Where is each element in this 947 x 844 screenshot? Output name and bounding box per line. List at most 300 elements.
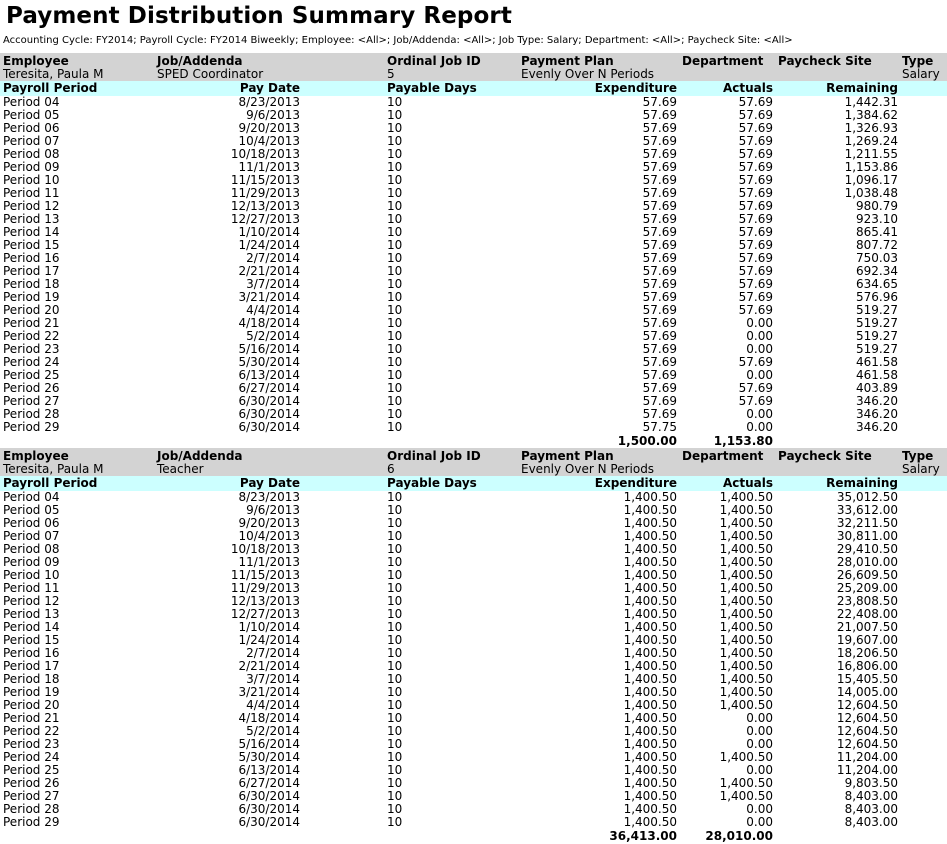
payable-days-cell: 10 xyxy=(387,620,403,634)
expenditure-cell: 57.69 xyxy=(642,381,677,395)
expenditure-cell: 57.69 xyxy=(642,212,677,226)
payroll-period-cell: Period 14 xyxy=(3,620,60,634)
pay-date-cell: 5/30/2014 xyxy=(238,750,300,764)
table-row xyxy=(0,673,947,686)
table-row xyxy=(0,816,947,829)
pay-date-cell: 4/4/2014 xyxy=(246,303,300,317)
remaining-cell: 1,384.62 xyxy=(844,108,898,122)
pay-date-cell: 1/24/2014 xyxy=(238,238,300,252)
expenditure-cell: 1,400.50 xyxy=(623,594,677,608)
pay-date-cell: 6/30/2014 xyxy=(238,802,300,816)
employee-header: Employee xyxy=(3,54,69,68)
expenditure-cell: 57.69 xyxy=(642,277,677,291)
expenditure-cell: 1,400.50 xyxy=(623,555,677,569)
remaining-cell: 865.41 xyxy=(856,225,898,239)
totals-row xyxy=(0,829,947,843)
expenditure-cell: 1,400.50 xyxy=(623,724,677,738)
pay-date-cell: 2/21/2014 xyxy=(238,264,300,278)
pay-date-cell: 6/30/2014 xyxy=(238,815,300,829)
actuals-cell: 57.69 xyxy=(738,303,773,317)
employee-header-band xyxy=(0,448,947,476)
remaining-cell: 750.03 xyxy=(856,251,898,265)
payable-days-cell: 10 xyxy=(387,108,403,122)
total-expenditure: 36,413.00 xyxy=(609,829,677,843)
payable-days-cell: 10 xyxy=(387,555,403,569)
remaining-cell: 346.20 xyxy=(856,407,898,421)
pay-date-cell: 11/29/2013 xyxy=(230,186,300,200)
pay-date-cell: 12/13/2013 xyxy=(230,594,300,608)
pay-date-cell: 11/1/2013 xyxy=(238,160,300,174)
expenditure-cell: 1,400.50 xyxy=(623,698,677,712)
payroll-period-cell: Period 10 xyxy=(3,173,60,187)
pay-date-cell: 12/27/2013 xyxy=(230,212,300,226)
payable-days-cell: 10 xyxy=(387,173,403,187)
payroll-period-cell: Period 07 xyxy=(3,134,60,148)
department-header: Department xyxy=(682,54,764,68)
expenditure-cell: 57.69 xyxy=(642,147,677,161)
payable-days-cell: 10 xyxy=(387,407,403,421)
payroll-period-cell: Period 12 xyxy=(3,199,60,213)
payable-days-cell: 10 xyxy=(387,303,403,317)
expenditure-cell: 57.69 xyxy=(642,355,677,369)
actuals-cell: 0.00 xyxy=(746,737,773,751)
employee-value: Teresita, Paula M xyxy=(3,462,104,476)
pay-date-cell: 9/20/2013 xyxy=(238,121,300,135)
pay-date-cell: 11/15/2013 xyxy=(230,173,300,187)
job-header: Job/Addenda xyxy=(157,449,243,463)
table-row xyxy=(0,226,947,239)
actuals-cell: 57.69 xyxy=(738,251,773,265)
payroll-period-cell: Period 04 xyxy=(3,490,60,504)
expenditure-cell: 57.69 xyxy=(642,225,677,239)
ordinal-header: Ordinal Job ID xyxy=(387,449,481,463)
payroll-period-cell: Period 11 xyxy=(3,581,60,595)
payroll-period-cell: Period 18 xyxy=(3,672,60,686)
actuals-cell: 1,400.50 xyxy=(719,542,773,556)
payable-days-cell: 10 xyxy=(387,776,403,790)
type-header: Type xyxy=(902,449,934,463)
remaining-cell: 1,211.55 xyxy=(844,147,898,161)
expenditure-cell: 1,400.50 xyxy=(623,490,677,504)
actuals-cell: 0.00 xyxy=(746,802,773,816)
remaining-cell: 519.27 xyxy=(856,329,898,343)
remaining-cell: 12,604.50 xyxy=(836,711,898,725)
expenditure-cell: 1,400.50 xyxy=(623,711,677,725)
table-row xyxy=(0,395,947,408)
remaining-cell: 1,326.93 xyxy=(844,121,898,135)
remaining-cell: 12,604.50 xyxy=(836,724,898,738)
payable-days-cell: 10 xyxy=(387,225,403,239)
payable-days-cell: 10 xyxy=(387,290,403,304)
pay-date-cell: 2/7/2014 xyxy=(246,646,300,660)
payroll-period-cell: Period 28 xyxy=(3,407,60,421)
payable-days-cell: 10 xyxy=(387,251,403,265)
payroll-period-cell: Period 14 xyxy=(3,225,60,239)
table-row xyxy=(0,569,947,582)
pay-date-cell: 10/4/2013 xyxy=(238,529,300,543)
pay-date-cell: 6/13/2014 xyxy=(238,368,300,382)
payable-days-cell: 10 xyxy=(387,542,403,556)
pay-date-cell: 10/18/2013 xyxy=(230,147,300,161)
job-value: SPED Coordinator xyxy=(157,67,264,81)
actuals-cell: 57.69 xyxy=(738,134,773,148)
pay-date-cell: 1/10/2014 xyxy=(238,620,300,634)
table-row xyxy=(0,408,947,421)
payroll-period-cell: Period 21 xyxy=(3,316,60,330)
remaining-cell: 15,405.50 xyxy=(836,672,898,686)
table-row xyxy=(0,517,947,530)
payable-days-cell: 10 xyxy=(387,329,403,343)
payroll-period-cell: Period 16 xyxy=(3,646,60,660)
site-header: Paycheck Site xyxy=(778,449,872,463)
payable-days-cell: 10 xyxy=(387,186,403,200)
payroll-period-cell: Period 11 xyxy=(3,186,60,200)
actuals-cell: 1,400.50 xyxy=(719,594,773,608)
pay-date-cell: 5/2/2014 xyxy=(246,724,300,738)
table-row xyxy=(0,343,947,356)
table-row xyxy=(0,187,947,200)
payable-days-cell: 10 xyxy=(387,95,403,109)
actuals-cell: 57.69 xyxy=(738,199,773,213)
table-row xyxy=(0,582,947,595)
payroll-period-cell: Period 27 xyxy=(3,394,60,408)
expenditure-column-header: Expenditure xyxy=(594,476,677,490)
remaining-cell: 980.79 xyxy=(856,199,898,213)
remaining-cell: 692.34 xyxy=(856,264,898,278)
expenditure-cell: 57.69 xyxy=(642,329,677,343)
remaining-cell: 18,206.50 xyxy=(836,646,898,660)
table-row xyxy=(0,725,947,738)
expenditure-cell: 1,400.50 xyxy=(623,802,677,816)
actuals-cell: 1,400.50 xyxy=(719,789,773,803)
employee-job-section xyxy=(0,448,947,843)
payable-days-cell: 10 xyxy=(387,134,403,148)
remaining-cell: 1,153.86 xyxy=(844,160,898,174)
table-row xyxy=(0,803,947,816)
employee-job-section xyxy=(0,53,947,448)
actuals-cell: 1,400.50 xyxy=(719,776,773,790)
pay-date-cell: 2/21/2014 xyxy=(238,659,300,673)
expenditure-cell: 1,400.50 xyxy=(623,503,677,517)
table-row xyxy=(0,109,947,122)
table-row xyxy=(0,699,947,712)
table-row xyxy=(0,634,947,647)
pay-date-cell: 9/20/2013 xyxy=(238,516,300,530)
payable-days-cell: 10 xyxy=(387,147,403,161)
table-row xyxy=(0,491,947,504)
pay-date-cell: 6/27/2014 xyxy=(238,381,300,395)
actuals-cell: 1,400.50 xyxy=(719,607,773,621)
payable-days-cell: 10 xyxy=(387,355,403,369)
actuals-column-header: Actuals xyxy=(722,81,773,95)
pay-date-cell: 3/21/2014 xyxy=(238,685,300,699)
remaining-cell: 14,005.00 xyxy=(836,685,898,699)
actuals-cell: 1,400.50 xyxy=(719,529,773,543)
ordinal-value: 5 xyxy=(387,67,395,81)
payable-days-cell: 10 xyxy=(387,672,403,686)
expenditure-cell: 57.69 xyxy=(642,368,677,382)
payable-days-cell: 10 xyxy=(387,529,403,543)
actuals-cell: 1,400.50 xyxy=(719,620,773,634)
expenditure-cell: 57.69 xyxy=(642,134,677,148)
pay-date-cell: 6/30/2014 xyxy=(238,394,300,408)
table-row xyxy=(0,265,947,278)
remaining-cell: 33,612.00 xyxy=(836,503,898,517)
actuals-cell: 0.00 xyxy=(746,420,773,434)
payable-days-cell: 10 xyxy=(387,698,403,712)
period-column-header: Payroll Period xyxy=(3,81,98,95)
actuals-cell: 0.00 xyxy=(746,763,773,777)
table-row xyxy=(0,530,947,543)
days-column-header: Payable Days xyxy=(387,476,477,490)
payroll-period-cell: Period 06 xyxy=(3,516,60,530)
remaining-column-header: Remaining xyxy=(826,81,898,95)
expenditure-cell: 57.69 xyxy=(642,160,677,174)
total-actuals: 1,153.80 xyxy=(713,434,773,448)
remaining-cell: 807.72 xyxy=(856,238,898,252)
actuals-cell: 0.00 xyxy=(746,815,773,829)
payable-days-cell: 10 xyxy=(387,724,403,738)
table-row xyxy=(0,135,947,148)
actuals-cell: 1,400.50 xyxy=(719,698,773,712)
payroll-period-cell: Period 25 xyxy=(3,368,60,382)
actuals-cell: 57.69 xyxy=(738,264,773,278)
remaining-column-header: Remaining xyxy=(826,476,898,490)
expenditure-cell: 1,400.50 xyxy=(623,672,677,686)
column-header-band xyxy=(0,81,947,96)
table-row xyxy=(0,777,947,790)
total-expenditure: 1,500.00 xyxy=(617,434,677,448)
remaining-cell: 461.58 xyxy=(856,355,898,369)
remaining-cell: 346.20 xyxy=(856,420,898,434)
actuals-cell: 57.69 xyxy=(738,225,773,239)
remaining-cell: 12,604.50 xyxy=(836,698,898,712)
expenditure-cell: 1,400.50 xyxy=(623,529,677,543)
pay-date-cell: 9/6/2013 xyxy=(246,503,300,517)
actuals-cell: 1,400.50 xyxy=(719,646,773,660)
pay-date-cell: 10/4/2013 xyxy=(238,134,300,148)
expenditure-cell: 1,400.50 xyxy=(623,568,677,582)
payroll-period-cell: Period 17 xyxy=(3,659,60,673)
payroll-period-cell: Period 08 xyxy=(3,147,60,161)
expenditure-cell: 1,400.50 xyxy=(623,633,677,647)
expenditure-cell: 57.69 xyxy=(642,407,677,421)
payroll-period-cell: Period 20 xyxy=(3,303,60,317)
payroll-period-cell: Period 10 xyxy=(3,568,60,582)
payroll-period-cell: Period 24 xyxy=(3,355,60,369)
actuals-cell: 57.69 xyxy=(738,108,773,122)
payable-days-cell: 10 xyxy=(387,503,403,517)
totals-row xyxy=(0,434,947,448)
actuals-cell: 57.69 xyxy=(738,147,773,161)
expenditure-cell: 1,400.50 xyxy=(623,685,677,699)
payroll-period-cell: Period 05 xyxy=(3,503,60,517)
actuals-cell: 0.00 xyxy=(746,711,773,725)
plan-header: Payment Plan xyxy=(521,54,614,68)
payable-days-cell: 10 xyxy=(387,342,403,356)
payable-days-cell: 10 xyxy=(387,238,403,252)
remaining-cell: 11,204.00 xyxy=(836,750,898,764)
remaining-cell: 32,211.50 xyxy=(836,516,898,530)
remaining-cell: 19,607.00 xyxy=(836,633,898,647)
payable-days-cell: 10 xyxy=(387,737,403,751)
plan-value: Evenly Over N Periods xyxy=(521,462,655,476)
payable-days-cell: 10 xyxy=(387,381,403,395)
payable-days-cell: 10 xyxy=(387,490,403,504)
payable-days-cell: 10 xyxy=(387,711,403,725)
remaining-cell: 35,012.50 xyxy=(836,490,898,504)
payable-days-cell: 10 xyxy=(387,750,403,764)
expenditure-cell: 1,400.50 xyxy=(623,750,677,764)
expenditure-cell: 1,400.50 xyxy=(623,607,677,621)
remaining-cell: 1,038.48 xyxy=(844,186,898,200)
payable-days-cell: 10 xyxy=(387,802,403,816)
actuals-cell: 57.69 xyxy=(738,95,773,109)
remaining-cell: 29,410.50 xyxy=(836,542,898,556)
remaining-cell: 9,803.50 xyxy=(844,776,898,790)
actuals-cell: 57.69 xyxy=(738,173,773,187)
actuals-cell: 1,400.50 xyxy=(719,672,773,686)
payroll-period-cell: Period 28 xyxy=(3,802,60,816)
remaining-cell: 28,010.00 xyxy=(836,555,898,569)
payroll-period-cell: Period 23 xyxy=(3,737,60,751)
actuals-cell: 1,400.50 xyxy=(719,685,773,699)
pay-date-cell: 11/1/2013 xyxy=(238,555,300,569)
employee-value: Teresita, Paula M xyxy=(3,67,104,81)
pay-date-cell: 9/6/2013 xyxy=(246,108,300,122)
table-row xyxy=(0,278,947,291)
remaining-cell: 8,403.00 xyxy=(844,789,898,803)
pay-date-cell: 1/10/2014 xyxy=(238,225,300,239)
expenditure-cell: 57.69 xyxy=(642,342,677,356)
payable-days-cell: 10 xyxy=(387,685,403,699)
report-parameters: Accounting Cycle: FY2014; Payroll Cycle: FY2014 Biweekly; Employee: <All>; Job/Addenda: <All>; Job Type: Salary; Department: <All>; Paycheck Site: <All> xyxy=(3,35,793,46)
type-value: Salary xyxy=(902,462,940,476)
remaining-cell: 30,811.00 xyxy=(836,529,898,543)
table-row xyxy=(0,330,947,343)
payroll-period-cell: Period 25 xyxy=(3,763,60,777)
table-row xyxy=(0,213,947,226)
ordinal-header: Ordinal Job ID xyxy=(387,54,481,68)
period-column-header: Payroll Period xyxy=(3,476,98,490)
remaining-cell: 21,007.50 xyxy=(836,620,898,634)
table-row xyxy=(0,382,947,395)
expenditure-cell: 1,400.50 xyxy=(623,620,677,634)
actuals-cell: 1,400.50 xyxy=(719,516,773,530)
payable-days-cell: 10 xyxy=(387,121,403,135)
pay-date-cell: 6/30/2014 xyxy=(238,420,300,434)
payroll-period-cell: Period 24 xyxy=(3,750,60,764)
payable-days-cell: 10 xyxy=(387,277,403,291)
payable-days-cell: 10 xyxy=(387,581,403,595)
pay-date-cell: 6/30/2014 xyxy=(238,407,300,421)
table-row xyxy=(0,608,947,621)
expenditure-cell: 57.69 xyxy=(642,251,677,265)
table-row xyxy=(0,660,947,673)
payroll-period-cell: Period 26 xyxy=(3,776,60,790)
job-header: Job/Addenda xyxy=(157,54,243,68)
pay-date-cell: 4/4/2014 xyxy=(246,698,300,712)
payroll-period-cell: Period 09 xyxy=(3,555,60,569)
remaining-cell: 11,204.00 xyxy=(836,763,898,777)
table-row xyxy=(0,738,947,751)
table-row xyxy=(0,369,947,382)
payable-days-cell: 10 xyxy=(387,789,403,803)
payroll-period-cell: Period 15 xyxy=(3,238,60,252)
pay-date-cell: 5/16/2014 xyxy=(238,737,300,751)
remaining-cell: 23,808.50 xyxy=(836,594,898,608)
remaining-cell: 576.96 xyxy=(856,290,898,304)
pay-date-cell: 4/18/2014 xyxy=(238,711,300,725)
pay-date-cell: 5/16/2014 xyxy=(238,342,300,356)
remaining-cell: 8,403.00 xyxy=(844,802,898,816)
plan-value: Evenly Over N Periods xyxy=(521,67,655,81)
actuals-cell: 1,400.50 xyxy=(719,568,773,582)
actuals-cell: 57.69 xyxy=(738,121,773,135)
actuals-cell: 1,400.50 xyxy=(719,750,773,764)
payable-days-cell: 10 xyxy=(387,160,403,174)
remaining-cell: 12,604.50 xyxy=(836,737,898,751)
pay-date-cell: 1/24/2014 xyxy=(238,633,300,647)
table-row xyxy=(0,421,947,434)
table-row xyxy=(0,504,947,517)
actuals-cell: 57.69 xyxy=(738,355,773,369)
payable-days-cell: 10 xyxy=(387,212,403,226)
expenditure-cell: 57.69 xyxy=(642,303,677,317)
table-row xyxy=(0,790,947,803)
table-row xyxy=(0,161,947,174)
actuals-cell: 1,400.50 xyxy=(719,633,773,647)
remaining-cell: 519.27 xyxy=(856,316,898,330)
remaining-cell: 519.27 xyxy=(856,303,898,317)
table-row xyxy=(0,122,947,135)
remaining-cell: 8,403.00 xyxy=(844,815,898,829)
table-row xyxy=(0,751,947,764)
payroll-period-cell: Period 22 xyxy=(3,329,60,343)
expenditure-cell: 1,400.50 xyxy=(623,815,677,829)
expenditure-cell: 1,400.50 xyxy=(623,516,677,530)
expenditure-cell: 57.69 xyxy=(642,316,677,330)
expenditure-cell: 1,400.50 xyxy=(623,776,677,790)
table-row xyxy=(0,317,947,330)
expenditure-cell: 57.69 xyxy=(642,186,677,200)
table-row xyxy=(0,174,947,187)
payroll-period-cell: Period 29 xyxy=(3,420,60,434)
actuals-cell: 1,400.50 xyxy=(719,490,773,504)
payroll-period-cell: Period 29 xyxy=(3,815,60,829)
payable-days-cell: 10 xyxy=(387,199,403,213)
expenditure-cell: 57.69 xyxy=(642,264,677,278)
payroll-period-cell: Period 16 xyxy=(3,251,60,265)
employee-header-band xyxy=(0,53,947,81)
actuals-cell: 0.00 xyxy=(746,316,773,330)
payroll-period-cell: Period 17 xyxy=(3,264,60,278)
table-row xyxy=(0,252,947,265)
expenditure-cell: 57.69 xyxy=(642,394,677,408)
actuals-cell: 57.69 xyxy=(738,238,773,252)
payroll-period-cell: Period 15 xyxy=(3,633,60,647)
remaining-cell: 16,806.00 xyxy=(836,659,898,673)
employee-header: Employee xyxy=(3,449,69,463)
payroll-period-cell: Period 19 xyxy=(3,290,60,304)
expenditure-cell: 57.69 xyxy=(642,173,677,187)
pay-date-cell: 11/15/2013 xyxy=(230,568,300,582)
remaining-cell: 461.58 xyxy=(856,368,898,382)
payable-days-cell: 10 xyxy=(387,568,403,582)
site-header: Paycheck Site xyxy=(778,54,872,68)
actuals-cell: 57.69 xyxy=(738,394,773,408)
actuals-cell: 57.69 xyxy=(738,160,773,174)
